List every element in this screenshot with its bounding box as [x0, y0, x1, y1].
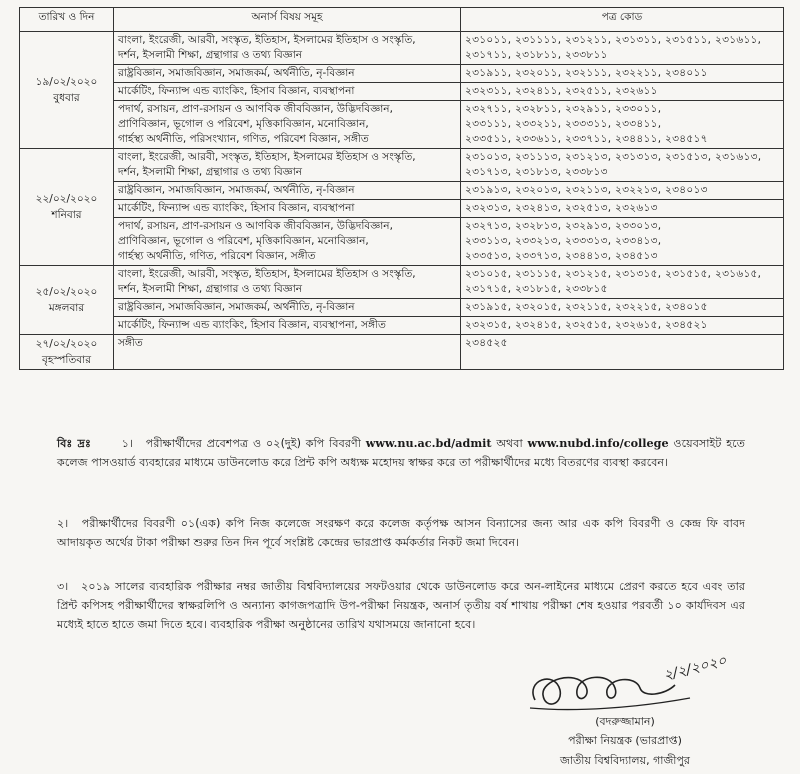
code-line: ২৩৩১১৩, ২৩৩২১৩, ২৩৩৩১৩, ২৩৩৪১৩,: [465, 235, 662, 247]
subject-line: রাষ্ট্রবিজ্ঞান, সমাজবিজ্ঞান, সমাজকর্ম, অর্থনীতি, নৃ-বিজ্ঞান: [118, 184, 355, 196]
subjects-cell: [114, 218, 461, 266]
admit-link-2[interactable]: www.nubd.info/college: [527, 436, 669, 450]
exam-day: বৃহস্পতিবার: [42, 354, 91, 366]
table-row: [20, 299, 784, 317]
header-subjects: অনার্স বিষয় সমূহ: [114, 8, 461, 32]
paper-codes-cell: [461, 335, 784, 370]
exam-day: শনিবার: [51, 209, 82, 221]
header-codes: পত্র কোড: [461, 8, 784, 32]
signatory-organization: জাতীয় বিশ্ববিদ্যালয়, গাজীপুর: [560, 754, 690, 767]
code-line: ২৩২৩১১, ২৩২৪১১, ২৩২৫১১, ২৩২৬১১: [465, 85, 658, 97]
subject-line: গার্হস্থ্য অর্থনীতি, পরিসংখ্যান, গণিত, পরিবেশ বিজ্ঞান, সঙ্গীত: [118, 133, 369, 145]
subject-line: রাষ্ট্রবিজ্ঞান, সমাজবিজ্ঞান, সমাজকর্ম, অর্থনীতি, নৃ-বিজ্ঞান: [118, 67, 355, 79]
exam-date: ২২/০২/২০২০: [35, 193, 98, 205]
note-2: [57, 514, 745, 552]
code-line: ২৩২৩১৫, ২৩২৪১৫, ২৩২৫১৫, ২৩২৬১৫, ২৩৪৫২১: [465, 319, 708, 331]
subject-line: বাংলা, ইংরেজী, আরবী, সংস্কৃত, ইতিহাস, ইসলামের ইতিহাস ও সংস্কৃতি,: [118, 151, 416, 163]
paper-codes-cell: [461, 65, 784, 83]
signatory-title: পরীক্ষা নিয়ন্ত্রক (ভারপ্রাপ্ত): [568, 734, 682, 747]
exam-date: ২৫/০২/২০২০: [35, 286, 98, 298]
table-row: [20, 32, 784, 65]
subject-line: দর্শন, ইসলামী শিক্ষা, গ্রন্থাগার ও তথ্য বিজ্ঞান: [118, 283, 303, 295]
code-line: ২৩৩১১১, ২৩৩২১১, ২৩৩৩১১, ২৩৩৪১১,: [465, 118, 662, 130]
paper-codes-cell: [461, 218, 784, 266]
subjects-cell: [114, 266, 461, 299]
table-row: [20, 218, 784, 266]
code-line: ২৩১৯১১, ২৩২০১১, ২৩২১১১, ২৩২২১১, ২৩৪০১১: [465, 67, 708, 79]
subject-line: মার্কেটিং, ফিন্যান্স এন্ড ব্যাংকিং, হিসাব বিজ্ঞান, ব্যবস্থাপনা: [118, 202, 355, 214]
subject-line: পদার্থ, রসায়ন, প্রাণ-রসায়ন ও আণবিক জীববিজ্ঞান, উদ্ভিদবিজ্ঞান,: [118, 103, 393, 115]
table-row: [20, 182, 784, 200]
table-row: [20, 266, 784, 299]
code-line: ২৩১০১৩, ২৩১১১৩, ২৩১২১৩, ২৩১৩১৩, ২৩১৫১৩, ২৩১৬১৩,: [465, 151, 762, 163]
signatory-name: (বদরুজ্জামান): [595, 715, 655, 728]
note-1-text-b: ওয়েবসাইট হতে কলেজ পাসওয়ার্ড ব্যবহারের মাধ্যমে ডাউনলোড করে প্রিন্ট কপি অধ্যক্ষ মহোদয় স্বাক্ষর করে তা পরীক্ষার্থীদের মধ্যে বিতরণের ব্যবস্থা করবেন।: [57, 437, 746, 469]
table-row: [20, 83, 784, 101]
paper-codes-cell: [461, 200, 784, 218]
table-row: [20, 317, 784, 335]
note-1: [57, 434, 745, 472]
subjects-cell: [114, 101, 461, 149]
table-row: [20, 149, 784, 182]
code-line: ২৩১০১১, ২৩১১১১, ২৩১২১১, ২৩১৩১১, ২৩১৫১১, ২৩১৬১১,: [465, 34, 762, 46]
subject-line: দর্শন, ইসলামী শিক্ষা, গ্রন্থাগার ও তথ্য বিজ্ঞান: [118, 49, 303, 61]
exam-schedule-table: [19, 7, 784, 370]
exam-date: ২৭/০২/২০২০: [35, 338, 98, 350]
exam-date-cell: [20, 32, 114, 149]
table-header-row: [20, 8, 784, 32]
code-line: ২৩৪৫২৫: [465, 337, 508, 349]
code-line: ২৩১৭১১, ২৩১৮১১, ২৩৩৮১১: [465, 49, 608, 61]
subject-line: দর্শন, ইসলামী শিক্ষা, গ্রন্থাগার ও তথ্য বিজ্ঞান: [118, 166, 303, 178]
paper-codes-cell: [461, 32, 784, 65]
subject-line: মার্কেটিং, ফিন্যান্স এন্ড ব্যাংকিং, হিসাব বিজ্ঞান, ব্যবস্থাপনা: [118, 85, 355, 97]
header-date: তারিখ ও দিন: [20, 8, 114, 32]
signature-block: [505, 650, 765, 774]
subject-line: বাংলা, ইংরেজী, আরবী, সংস্কৃত, ইতিহাস, ইসলামের ইতিহাস ও সংস্কৃতি,: [118, 268, 416, 280]
code-line: ২৩১৯১৫, ২৩২০১৫, ২৩২১১৫, ২৩২২১৫, ২৩৪০১৫: [465, 301, 708, 313]
exam-date: ১৯/০২/২০২০: [35, 76, 98, 88]
code-line: ২৩১৯১৩, ২৩২০১৩, ২৩২১১৩, ২৩২২১৩, ২৩৪০১৩: [465, 184, 708, 196]
note-3: [57, 577, 745, 634]
note-2-text: পরীক্ষার্থীদের বিবরণী ০১(এক) কপি নিজ কলেজে সংরক্ষণ করে কলেজ কর্তৃপক্ষ আসন বিন্যাসের জন্য আর এক কপি বিবরণী ও কেন্দ্র ফি বাবদ আদায়কৃত অর্থের টাকা পরীক্ষা শুরুর তিন দিন পূর্বে সংশ্লিষ্ট কেন্দ্রের ভারপ্রাপ্ত কর্মকর্তার নিকট জমা দিবেন।: [57, 517, 745, 549]
code-line: ২৩১৭১৫, ২৩১৮১৫, ২৩৩৮১৫: [465, 283, 608, 295]
paper-codes-cell: [461, 299, 784, 317]
subjects-cell: [114, 317, 461, 335]
paper-codes-cell: [461, 101, 784, 149]
table-row: [20, 101, 784, 149]
subject-line: প্রাণিবিজ্ঞান, ভূগোল ও পরিবেশ, মৃত্তিকাবিজ্ঞান, মনোবিজ্ঞান,: [118, 118, 369, 130]
exam-date-cell: [20, 266, 114, 335]
subjects-cell: [114, 32, 461, 65]
code-line: ২৩৩৫১১, ২৩৩৬১১, ২৩৩৭১১, ২৩৪৪১১, ২৩৪৫১৭: [465, 133, 708, 145]
subjects-cell: [114, 182, 461, 200]
subject-line: গার্হস্থ্য অর্থনীতি, গণিত, পরিবেশ বিজ্ঞান, সঙ্গীত: [118, 250, 316, 262]
subject-line: মার্কেটিং, ফিন্যান্স এন্ড ব্যাংকিং, হিসাব বিজ্ঞান, ব্যবস্থাপনা, সঙ্গীত: [118, 319, 386, 331]
subjects-cell: [114, 65, 461, 83]
table-row: [20, 335, 784, 370]
subject-line: পদার্থ, রসায়ন, প্রাণ-রসায়ন ও আণবিক জীববিজ্ঞান, উদ্ভিদবিজ্ঞান,: [118, 220, 393, 232]
note-lead: বিঃ দ্রঃ: [57, 437, 91, 450]
subject-line: সঙ্গীত: [118, 337, 143, 349]
code-line: ২৩১৭১৩, ২৩১৮১৩, ২৩৩৮১৩: [465, 166, 608, 178]
note-1-or: অথবা: [496, 437, 523, 450]
subjects-cell: [114, 200, 461, 218]
note-3-number: ৩।: [57, 580, 69, 593]
paper-codes-cell: [461, 266, 784, 299]
subjects-cell: [114, 299, 461, 317]
code-line: ২৩১০১৫, ২৩১১১৫, ২৩১২১৫, ২৩১৩১৫, ২৩১৫১৫, ২৩১৬১৫,: [465, 268, 762, 280]
subject-line: প্রাণিবিজ্ঞান, ভূগোল ও পরিবেশ, মৃত্তিকাবিজ্ঞান, মনোবিজ্ঞান,: [118, 235, 369, 247]
subject-line: বাংলা, ইংরেজী, আরবী, সংস্কৃত, ইতিহাস, ইসলামের ইতিহাস ও সংস্কৃতি,: [118, 34, 416, 46]
note-1-text-a: পরীক্ষার্থীদের প্রবেশপত্র ও ০২(দুই) কপি বিবরণী: [145, 437, 361, 450]
code-line: ২৩২৭১৩, ২৩২৮১৩, ২৩২৯১৩, ২৩৩০১৩,: [465, 220, 662, 232]
code-line: ২৩২৭১১, ২৩২৮১১, ২৩২৯১১, ২৩৩০১১,: [465, 103, 662, 115]
subject-line: রাষ্ট্রবিজ্ঞান, সমাজবিজ্ঞান, সমাজকর্ম, অর্থনীতি, নৃ-বিজ্ঞান: [118, 301, 355, 313]
subjects-cell: [114, 83, 461, 101]
admit-link-1[interactable]: www.nu.ac.bd/admit: [365, 436, 492, 450]
handwritten-signature: [515, 650, 755, 720]
exam-day: বুধবার: [53, 92, 80, 104]
code-line: ২৩৩৫১৩, ২৩৩৭১৩, ২৩৪৪১৩, ২৩৪৫১৩: [465, 250, 658, 262]
exam-date-cell: [20, 335, 114, 370]
code-line: ২৩২৩১৩, ২৩২৪১৩, ২৩২৫১৩, ২৩২৬১৩: [465, 202, 658, 214]
note-3-text: ২০১৯ সালের ব্যবহারিক পরীক্ষার নম্বর জাতীয় বিশ্ববিদ্যালয়ের সফটওয়ার থেকে ডাউনলোড করে অন-লাইনের মাধ্যমে প্রেরণ করতে হবে এবং তার প্রিন্ট কপিসহ পরীক্ষার্থীদের স্বাক্ষরলিপি ও অন্যান্য কাগজপত্রাদি উপ-পরীক্ষা নিয়ন্ত্রক, অনার্স তৃতীয় বর্ষ শাখায় পরীক্ষা শেষ হওয়ার পরবর্তী ১০ কার্যদিবস এর মধ্যেই হাতে হাতে জমা দিতে হবে। ব্যবহারিক পরীক্ষা অনুষ্ঠানের তারিখ যথাসময়ে জানানো হবে।: [57, 580, 746, 631]
table-row: [20, 200, 784, 218]
paper-codes-cell: [461, 149, 784, 182]
exam-day: মঙ্গলবার: [48, 302, 85, 314]
subjects-cell: [114, 149, 461, 182]
paper-codes-cell: [461, 83, 784, 101]
subjects-cell: [114, 335, 461, 370]
signature-date: ২/২/২০২০: [662, 652, 729, 684]
note-1-number: ১।: [121, 437, 133, 450]
table-row: [20, 65, 784, 83]
table-body: [20, 32, 784, 370]
paper-codes-cell: [461, 182, 784, 200]
paper-codes-cell: [461, 317, 784, 335]
note-2-number: ২।: [57, 517, 69, 530]
exam-date-cell: [20, 149, 114, 266]
